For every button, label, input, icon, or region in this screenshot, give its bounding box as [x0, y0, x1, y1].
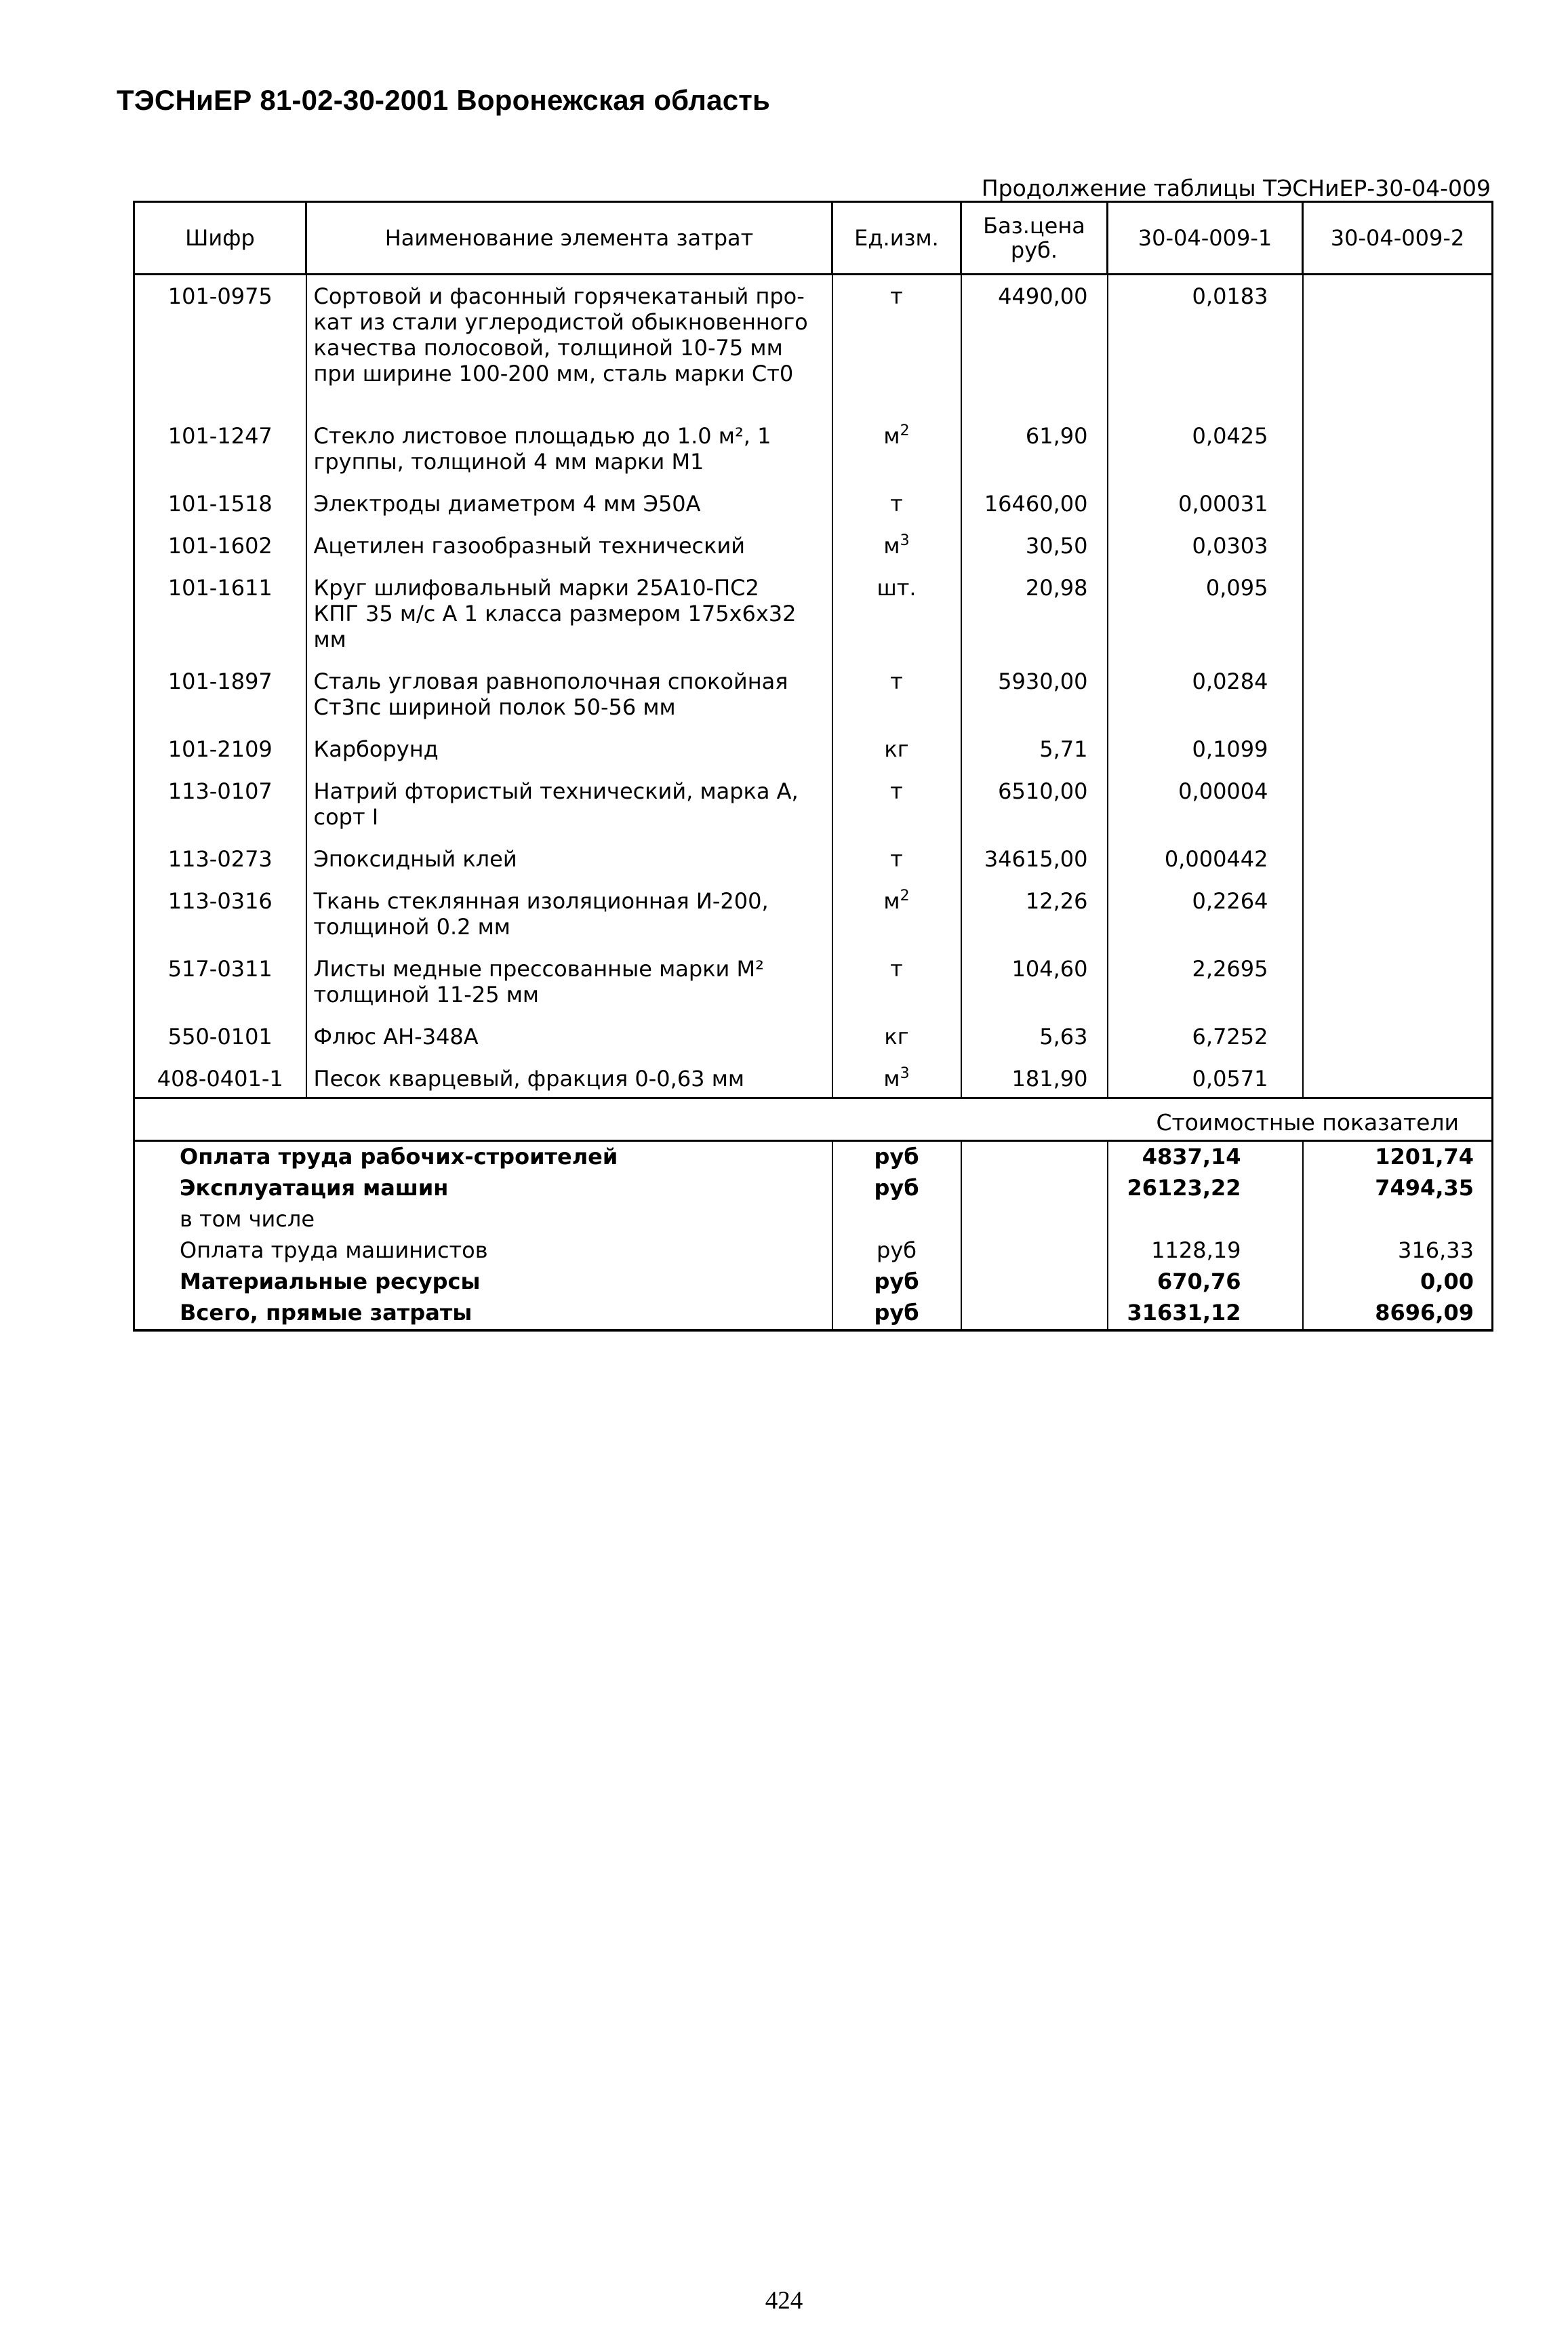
cost-row [134, 1266, 1493, 1298]
row-unit-text: шт. [877, 575, 917, 601]
resource-rows [134, 275, 1493, 1098]
row-price: 30,50 [961, 526, 1108, 568]
row-unit-text: м [883, 423, 900, 449]
row-unit-text: т [890, 283, 903, 309]
table-row [134, 416, 1493, 484]
cost-unit: руб [832, 1266, 961, 1298]
row-unit [832, 568, 961, 662]
cost-value-col1: 670,76 [1108, 1266, 1303, 1298]
row-price: 4490,00 [961, 275, 1108, 417]
cost-price-empty [961, 1298, 1108, 1330]
row-value-col1: 0,00004 [1108, 772, 1303, 839]
cost-label: Всего, прямые затраты [134, 1298, 832, 1330]
row-value-col1: 2,2695 [1108, 949, 1303, 1017]
cost-value-col1: 26123,22 [1108, 1173, 1303, 1204]
cost-label: Оплата труда рабочих-строителей [180, 1144, 618, 1170]
cost-unit: руб [832, 1141, 961, 1174]
row-unit-text: т [890, 491, 903, 517]
row-price: 61,90 [961, 416, 1108, 484]
table-row [134, 949, 1493, 1017]
cost-label: Оплата труда машинистов [180, 1237, 488, 1263]
table-row [134, 662, 1493, 730]
row-price: 181,90 [961, 1059, 1108, 1098]
row-name: Ткань стеклянная изоляционная И-200, толщиной 0.2 мм [306, 881, 832, 949]
cost-label: Эксплуатация машин [180, 1175, 449, 1201]
row-value-col1: 6,7252 [1108, 1017, 1303, 1059]
row-price: 5,71 [961, 730, 1108, 772]
cost-unit [832, 1204, 961, 1235]
cost-price-empty [961, 1173, 1108, 1204]
row-unit [832, 484, 961, 526]
document-title: ТЭСНиЕР 81-02-30-2001 Воронежская область [117, 84, 771, 116]
cost-row [134, 1298, 1493, 1330]
cost-section-header [134, 1098, 1493, 1141]
table-row [134, 1059, 1493, 1098]
row-price: 6510,00 [961, 772, 1108, 839]
row-value-col2 [1303, 1059, 1493, 1098]
row-value-col2 [1303, 949, 1493, 1017]
row-code: 113-0107 [167, 778, 273, 804]
row-name: Круг шлифовальный марки 25А10-ПС2 КПГ 35 м/с А 1 класса размером 175х6х32 мм [306, 568, 832, 662]
row-code: 101-1611 [167, 575, 273, 601]
row-unit [832, 949, 961, 1017]
row-unit-exponent: 3 [900, 1065, 910, 1082]
cost-unit: руб [832, 1235, 961, 1266]
row-value-col1: 0,00031 [1108, 484, 1303, 526]
resource-table [133, 201, 1493, 1332]
row-code: 550-0101 [167, 1024, 273, 1050]
row-value-col1: 0,0425 [1108, 416, 1303, 484]
row-value-col2 [1303, 484, 1493, 526]
cost-value-col2: 1201,74 [1303, 1141, 1493, 1174]
cost-label: Материальные ресурсы [180, 1269, 481, 1294]
row-unit [832, 772, 961, 839]
cost-row [134, 1235, 1493, 1266]
row-value-col2 [1303, 772, 1493, 839]
row-value-col1: 0,2264 [1108, 881, 1303, 949]
row-unit-exponent: 2 [900, 422, 910, 439]
row-unit-text: т [890, 668, 903, 694]
row-price: 5,63 [961, 1017, 1108, 1059]
row-unit-exponent: 3 [900, 532, 910, 549]
row-unit [832, 526, 961, 568]
row-price: 20,98 [961, 568, 1108, 662]
header-unit: Ед.изм. [832, 202, 961, 275]
cost-value-col2: 7494,35 [1303, 1173, 1493, 1204]
table-row [134, 772, 1493, 839]
row-code: 408-0401-1 [134, 1059, 306, 1098]
cost-rows [134, 1141, 1493, 1331]
row-price: 12,26 [961, 881, 1108, 949]
cost-price-empty [961, 1204, 1108, 1235]
row-code: 113-0316 [167, 888, 273, 914]
row-unit [832, 1017, 961, 1059]
row-name: Эпоксидный клей [306, 839, 832, 881]
row-name: Карборунд [306, 730, 832, 772]
table-row [134, 484, 1493, 526]
cost-value-col1 [1108, 1204, 1303, 1235]
cost-value-col1: 31631,12 [1108, 1298, 1303, 1330]
row-code: 101-1518 [167, 491, 273, 517]
row-value-col2 [1303, 568, 1493, 662]
row-value-col2 [1303, 881, 1493, 949]
header-name: Наименование элемента затрат [306, 202, 832, 275]
row-unit-text: м [883, 1066, 900, 1092]
row-value-col1: 0,1099 [1108, 730, 1303, 772]
row-unit [832, 275, 961, 417]
cost-price-empty [961, 1141, 1108, 1174]
row-code: 101-0975 [167, 283, 273, 309]
table-row [134, 881, 1493, 949]
row-code: 101-1247 [167, 423, 273, 449]
row-value-col1: 0,0183 [1108, 275, 1303, 417]
row-name: Песок кварцевый, фракция 0-0,63 мм [306, 1059, 832, 1098]
header-col1: 30-04-009-1 [1108, 202, 1303, 275]
table-row [134, 839, 1493, 881]
row-name: Сталь угловая равнополочная спокойная Ст3пс шириной полок 50-56 мм [306, 662, 832, 730]
header-price [961, 202, 1108, 275]
row-name: Листы медные прессованные марки М² толщиной 11-25 мм [306, 949, 832, 1017]
row-value-col2 [1303, 1017, 1493, 1059]
row-value-col1: 0,095 [1108, 568, 1303, 662]
row-unit [832, 416, 961, 484]
row-unit-text: м [883, 533, 900, 559]
row-value-col2 [1303, 662, 1493, 730]
cost-price-empty [961, 1266, 1108, 1298]
row-name: Флюс АН-348А [306, 1017, 832, 1059]
cost-value-col2: 0,00 [1303, 1266, 1493, 1298]
cost-section-title: Стоимостные показатели [134, 1098, 1493, 1141]
row-price: 16460,00 [961, 484, 1108, 526]
row-unit-text: кг [884, 1024, 909, 1050]
row-name: Натрий фтористый технический, марка А, сорт I [306, 772, 832, 839]
cost-unit: руб [832, 1298, 961, 1330]
row-price: 104,60 [961, 949, 1108, 1017]
row-price: 5930,00 [961, 662, 1108, 730]
row-code: 517-0311 [167, 956, 273, 982]
page-number: 424 [765, 2287, 803, 2315]
table-caption: Продолжение таблицы ТЭСНиЕР-30-04-009 [981, 175, 1491, 201]
cost-value-col1: 1128,19 [1108, 1235, 1303, 1266]
table-row [134, 730, 1493, 772]
row-unit [832, 839, 961, 881]
cost-unit: руб [832, 1173, 961, 1204]
header-price-line1: Баз.цена [983, 213, 1085, 239]
table-row [134, 568, 1493, 662]
row-code: 113-0273 [167, 846, 273, 872]
table-header-row [134, 202, 1493, 275]
row-code: 101-1897 [167, 668, 273, 694]
cost-price-empty [961, 1235, 1108, 1266]
cost-row [134, 1141, 1493, 1174]
row-unit [832, 881, 961, 949]
row-name: Ацетилен газообразный технический [306, 526, 832, 568]
header-price-line2: руб. [1010, 237, 1058, 263]
cost-value-col2 [1303, 1204, 1493, 1235]
cost-value-col2: 8696,09 [1303, 1298, 1493, 1330]
row-value-col2 [1303, 839, 1493, 881]
row-code: 101-1602 [167, 533, 273, 559]
row-value-col1: 0,000442 [1108, 839, 1303, 881]
row-code: 101-2109 [167, 736, 273, 762]
cost-value-col1: 4837,14 [1108, 1141, 1303, 1174]
row-value-col1: 0,0284 [1108, 662, 1303, 730]
row-unit-text: т [890, 778, 903, 804]
row-price: 34615,00 [961, 839, 1108, 881]
row-value-col1: 0,0571 [1108, 1059, 1303, 1098]
row-unit [832, 662, 961, 730]
row-value-col2 [1303, 526, 1493, 568]
row-value-col1: 0,0303 [1108, 526, 1303, 568]
row-unit-text: т [890, 956, 903, 982]
table-row [134, 1017, 1493, 1059]
table-row [134, 526, 1493, 568]
row-unit-text: т [890, 846, 903, 872]
table-row [134, 275, 1493, 417]
row-unit-text: м [883, 888, 900, 914]
row-unit-text: кг [884, 736, 909, 762]
cost-row [134, 1204, 1493, 1235]
row-unit-exponent: 2 [900, 887, 910, 904]
row-name: Электроды диаметром 4 мм Э50А [306, 484, 832, 526]
header-code: Шифр [134, 202, 306, 275]
row-name: Стекло листовое площадью до 1.0 м², 1 группы, толщиной 4 мм марки М1 [306, 416, 832, 484]
row-value-col2 [1303, 275, 1493, 417]
row-name: Сортовой и фасонный горячекатаный про- кат из стали углеродистой обыкновенного качества полосовой, толщиной 10-75 мм при ширине 100-200 мм, сталь марки Ст0 [306, 275, 832, 417]
row-value-col2 [1303, 730, 1493, 772]
header-col2: 30-04-009-2 [1303, 202, 1493, 275]
row-value-col2 [1303, 416, 1493, 484]
cost-value-col2: 316,33 [1303, 1235, 1493, 1266]
cost-row [134, 1173, 1493, 1204]
cost-label: в том числе [180, 1206, 315, 1232]
row-unit [832, 1059, 961, 1098]
row-unit [832, 730, 961, 772]
